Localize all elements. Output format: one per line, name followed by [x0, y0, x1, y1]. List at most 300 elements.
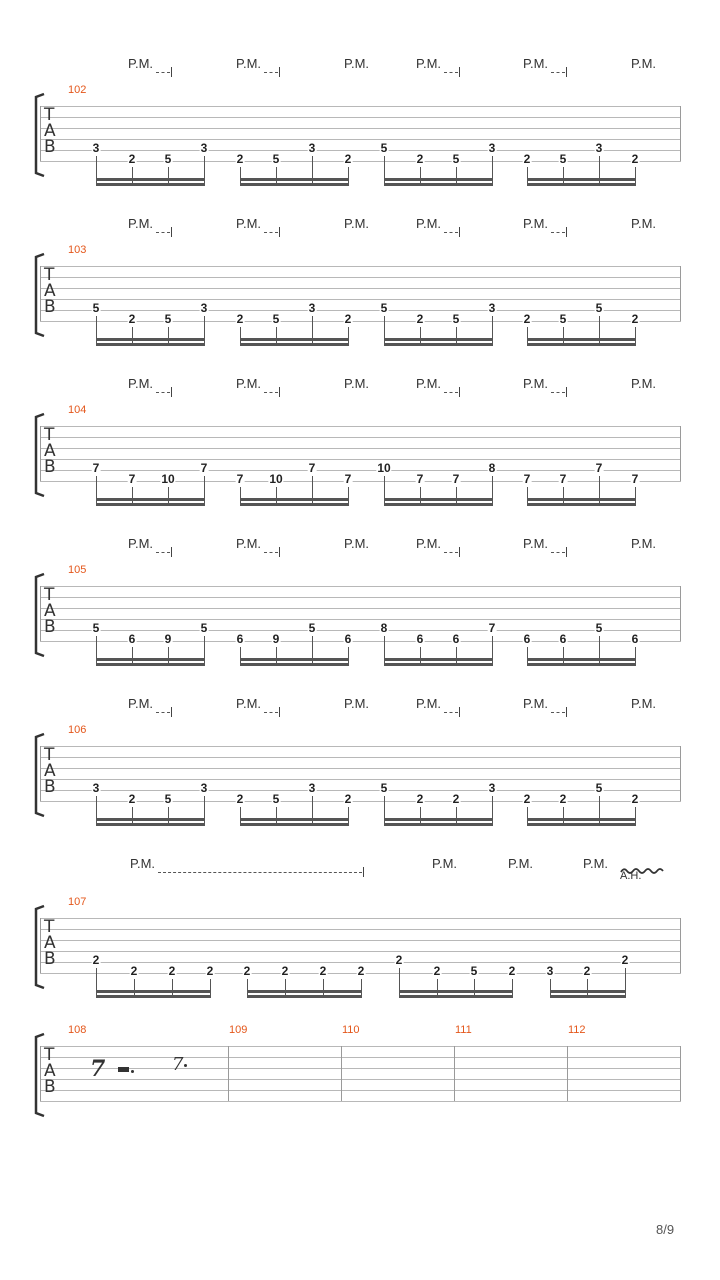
- palm-mute-label: P.M.: [416, 696, 442, 711]
- note-stem: [168, 167, 169, 184]
- fret-number: 2: [236, 312, 244, 326]
- fret-number: 2: [168, 964, 176, 978]
- palm-mute-label: P.M.: [523, 536, 549, 551]
- note-stem: [456, 807, 457, 824]
- note-stem: [240, 807, 241, 824]
- fret-number: 2: [357, 964, 365, 978]
- staff-line: [40, 768, 681, 769]
- note-stem: [635, 807, 636, 824]
- note-stem: [420, 327, 421, 344]
- staff-line: [40, 299, 681, 300]
- note-beam: [399, 990, 513, 993]
- fret-number: 7: [452, 472, 460, 486]
- note-stem: [168, 647, 169, 664]
- rest-dot: [131, 1070, 134, 1073]
- palm-mute-end: [566, 387, 567, 397]
- fret-number: 2: [344, 152, 352, 166]
- staff-line: [40, 106, 681, 107]
- tab-clef-letter-b: B: [44, 949, 56, 969]
- note-stem: [348, 327, 349, 344]
- fret-number: 2: [128, 312, 136, 326]
- tab-clef-letter-a: A: [44, 1061, 56, 1081]
- note-beam: [527, 823, 636, 826]
- note-beam: [240, 343, 349, 346]
- palm-mute-extension: [158, 872, 362, 873]
- note-beam: [550, 990, 626, 993]
- palm-mute-extension: [156, 392, 170, 393]
- palm-mute-label: P.M.: [631, 376, 657, 391]
- note-beam: [527, 503, 636, 506]
- note-stem: [132, 807, 133, 824]
- tab-clef-letter-t: T: [44, 585, 55, 605]
- note-stem: [276, 327, 277, 344]
- barline: [680, 746, 681, 801]
- palm-mute-end: [566, 707, 567, 717]
- note-beam: [96, 498, 205, 501]
- staff-line: [40, 1090, 681, 1091]
- note-stem: [240, 327, 241, 344]
- note-stem: [635, 167, 636, 184]
- fret-number: 6: [416, 632, 424, 646]
- fret-number: 5: [452, 152, 460, 166]
- note-beam: [247, 995, 362, 998]
- palm-mute-end: [171, 227, 172, 237]
- palm-mute-label: P.M.: [432, 856, 458, 871]
- staff-line: [40, 619, 681, 620]
- fret-number: 5: [452, 312, 460, 326]
- fret-number: 2: [523, 312, 531, 326]
- note-beam: [247, 990, 362, 993]
- tab-clef-letter-a: A: [44, 121, 56, 141]
- barline: [680, 918, 681, 973]
- note-stem: [285, 979, 286, 996]
- note-beam: [384, 183, 493, 186]
- staff-line: [40, 586, 681, 587]
- fret-number: 7: [236, 472, 244, 486]
- fret-number: 5: [559, 312, 567, 326]
- palm-mute-label: P.M.: [344, 536, 370, 551]
- note-beam: [384, 338, 493, 341]
- palm-mute-label: P.M.: [236, 696, 262, 711]
- fret-number: 2: [128, 152, 136, 166]
- staff-line: [40, 918, 681, 919]
- tab-clef-letter-a: A: [44, 933, 56, 953]
- note-stem: [348, 647, 349, 664]
- palm-mute-extension: [551, 712, 565, 713]
- fret-number: 8: [380, 621, 388, 635]
- palm-mute-label: P.M.: [344, 696, 370, 711]
- fret-number: 3: [200, 781, 208, 795]
- palm-mute-end: [459, 707, 460, 717]
- palm-mute-end: [279, 227, 280, 237]
- palm-mute-label: P.M.: [344, 56, 370, 71]
- palm-mute-label: P.M.: [236, 56, 262, 71]
- palm-mute-end: [566, 67, 567, 77]
- fret-number: 5: [272, 152, 280, 166]
- measure-number: 103: [68, 244, 87, 256]
- note-beam: [527, 818, 636, 821]
- fret-number: 7: [631, 472, 639, 486]
- fret-number: 2: [128, 792, 136, 806]
- fret-number: 2: [130, 964, 138, 978]
- system-start-line: [40, 918, 41, 973]
- staff-line: [40, 929, 681, 930]
- palm-mute-label: P.M.: [523, 696, 549, 711]
- fret-number: 2: [523, 792, 531, 806]
- palm-mute-label: P.M.: [523, 376, 549, 391]
- sixteenth-rest-icon: 7: [90, 1056, 106, 1082]
- fret-number: 2: [281, 964, 289, 978]
- palm-mute-end: [171, 67, 172, 77]
- note-stem: [563, 647, 564, 664]
- note-stem: [361, 979, 362, 996]
- staff-line: [40, 597, 681, 598]
- fret-number: 7: [488, 621, 496, 635]
- palm-mute-label: P.M.: [128, 216, 154, 231]
- note-stem: [420, 647, 421, 664]
- fret-number: 2: [395, 953, 403, 967]
- palm-mute-end: [566, 227, 567, 237]
- fret-number: 2: [559, 792, 567, 806]
- fret-number: 7: [595, 461, 603, 475]
- fret-number: 5: [380, 301, 388, 315]
- note-stem: [527, 327, 528, 344]
- fret-number: 7: [308, 461, 316, 475]
- fret-number: 7: [416, 472, 424, 486]
- tab-clef-letter-t: T: [44, 425, 55, 445]
- note-stem: [635, 647, 636, 664]
- note-stem: [276, 647, 277, 664]
- note-stem: [437, 979, 438, 996]
- staff-line: [40, 951, 681, 952]
- measure-number: 110: [342, 1024, 360, 1036]
- palm-mute-label: P.M.: [416, 56, 442, 71]
- palm-mute-label: P.M.: [130, 856, 156, 871]
- barline: [680, 426, 681, 481]
- staff-line: [40, 1057, 681, 1058]
- note-beam: [96, 990, 211, 993]
- palm-mute-extension: [444, 712, 458, 713]
- measure-number: 109: [229, 1024, 248, 1036]
- fret-number: 2: [92, 953, 100, 967]
- palm-mute-end: [459, 67, 460, 77]
- palm-mute-extension: [551, 72, 565, 73]
- fret-number: 7: [523, 472, 531, 486]
- fret-number: 5: [200, 621, 208, 635]
- palm-mute-label: P.M.: [416, 216, 442, 231]
- palm-mute-label: P.M.: [236, 216, 262, 231]
- note-beam: [96, 338, 205, 341]
- palm-mute-label: P.M.: [523, 216, 549, 231]
- palm-mute-end: [171, 707, 172, 717]
- note-stem: [132, 167, 133, 184]
- note-stem: [132, 487, 133, 504]
- fret-number: 6: [344, 632, 352, 646]
- note-beam: [384, 503, 493, 506]
- note-beam: [96, 818, 205, 821]
- note-stem: [168, 807, 169, 824]
- note-stem: [563, 807, 564, 824]
- fret-number: 5: [92, 621, 100, 635]
- note-stem: [276, 807, 277, 824]
- note-stem: [348, 487, 349, 504]
- note-beam: [550, 995, 626, 998]
- staff-line: [40, 1046, 681, 1047]
- note-beam: [384, 818, 493, 821]
- tab-clef-letter-t: T: [44, 745, 55, 765]
- palm-mute-end: [279, 547, 280, 557]
- palm-mute-end: [279, 707, 280, 717]
- staff-line: [40, 779, 681, 780]
- note-beam: [240, 823, 349, 826]
- fret-number: 3: [546, 964, 554, 978]
- note-stem: [348, 807, 349, 824]
- fret-number: 5: [272, 792, 280, 806]
- fret-number: 9: [164, 632, 172, 646]
- fret-number: 2: [631, 312, 639, 326]
- palm-mute-extension: [156, 72, 170, 73]
- measure-number: 107: [68, 896, 87, 908]
- fret-number: 7: [200, 461, 208, 475]
- artificial-harmonic-label: A.H.: [620, 870, 642, 882]
- fret-number: 3: [308, 781, 316, 795]
- page-number: 8/9: [656, 1222, 675, 1237]
- fret-number: 3: [488, 141, 496, 155]
- tab-clef-letter-t: T: [44, 105, 55, 125]
- note-stem: [210, 979, 211, 996]
- staff-line: [40, 630, 681, 631]
- palm-mute-end: [459, 547, 460, 557]
- fret-number: 2: [236, 152, 244, 166]
- fret-number: 3: [308, 141, 316, 155]
- note-beam: [527, 343, 636, 346]
- palm-mute-extension: [156, 712, 170, 713]
- note-stem: [456, 167, 457, 184]
- note-beam: [384, 658, 493, 661]
- eighth-rest-icon: 7: [172, 1054, 184, 1075]
- note-beam: [240, 183, 349, 186]
- note-beam: [527, 658, 636, 661]
- note-stem: [168, 487, 169, 504]
- fret-number: 5: [380, 781, 388, 795]
- fret-number: 5: [308, 621, 316, 635]
- note-stem: [527, 647, 528, 664]
- fret-number: 5: [164, 792, 172, 806]
- palm-mute-label: P.M.: [416, 376, 442, 391]
- fret-number: 3: [92, 141, 100, 155]
- note-stem: [172, 979, 173, 996]
- note-beam: [240, 178, 349, 181]
- staff-line: [40, 139, 681, 140]
- tab-clef-letter-b: B: [44, 777, 56, 797]
- half-rest-icon: [118, 1067, 129, 1072]
- staff-line: [40, 459, 681, 460]
- vibrato-icon: [620, 866, 666, 876]
- fret-number: 7: [344, 472, 352, 486]
- note-stem: [420, 167, 421, 184]
- measure-number: 102: [68, 84, 87, 96]
- tab-clef-letter-b: B: [44, 1077, 56, 1097]
- note-stem: [420, 807, 421, 824]
- palm-mute-label: P.M.: [631, 56, 657, 71]
- fret-number: 2: [416, 312, 424, 326]
- note-stem: [456, 327, 457, 344]
- fret-number: 2: [621, 953, 629, 967]
- note-stem: [550, 979, 551, 996]
- fret-number: 2: [631, 152, 639, 166]
- palm-mute-extension: [444, 392, 458, 393]
- tab-clef-letter-b: B: [44, 297, 56, 317]
- note-beam: [527, 338, 636, 341]
- barline: [680, 1046, 681, 1101]
- palm-mute-label: P.M.: [128, 56, 154, 71]
- note-beam: [384, 178, 493, 181]
- staff-line: [40, 940, 681, 941]
- palm-mute-extension: [551, 392, 565, 393]
- palm-mute-extension: [551, 232, 565, 233]
- fret-number: 5: [595, 621, 603, 635]
- palm-mute-end: [459, 227, 460, 237]
- system-start-line: [40, 1046, 41, 1101]
- tab-clef-letter-t: T: [44, 265, 55, 285]
- note-beam: [96, 503, 205, 506]
- fret-number: 6: [452, 632, 460, 646]
- palm-mute-label: P.M.: [583, 856, 609, 871]
- note-stem: [527, 487, 528, 504]
- note-stem: [168, 327, 169, 344]
- staff-line: [40, 266, 681, 267]
- palm-mute-extension: [264, 712, 278, 713]
- note-beam: [96, 663, 205, 666]
- note-beam: [96, 658, 205, 661]
- tab-clef-letter-a: A: [44, 281, 56, 301]
- fret-number: 3: [308, 301, 316, 315]
- fret-number: 3: [488, 301, 496, 315]
- staff-line: [40, 608, 681, 609]
- fret-number: 6: [128, 632, 136, 646]
- note-beam: [240, 658, 349, 661]
- barline: [680, 586, 681, 641]
- note-stem: [247, 979, 248, 996]
- fret-number: 5: [470, 964, 478, 978]
- staff-line: [40, 310, 681, 311]
- note-stem: [563, 487, 564, 504]
- fret-number: 6: [236, 632, 244, 646]
- measure-number: 111: [455, 1024, 472, 1036]
- note-beam: [384, 823, 493, 826]
- palm-mute-end: [363, 867, 364, 877]
- measure-number: 112: [568, 1024, 586, 1036]
- note-beam: [384, 663, 493, 666]
- fret-number: 2: [416, 152, 424, 166]
- palm-mute-label: P.M.: [128, 376, 154, 391]
- note-stem: [456, 647, 457, 664]
- palm-mute-label: P.M.: [416, 536, 442, 551]
- tab-clef-letter-a: A: [44, 441, 56, 461]
- fret-number: 3: [92, 781, 100, 795]
- fret-number: 2: [452, 792, 460, 806]
- system-start-line: [40, 426, 41, 481]
- fret-number: 2: [508, 964, 516, 978]
- fret-number: 3: [200, 301, 208, 315]
- note-stem: [563, 327, 564, 344]
- staff-line: [40, 470, 681, 471]
- tab-clef-letter-b: B: [44, 617, 56, 637]
- palm-mute-label: P.M.: [128, 536, 154, 551]
- note-beam: [240, 503, 349, 506]
- fret-number: 2: [236, 792, 244, 806]
- staff-line: [40, 962, 681, 963]
- note-beam: [96, 183, 205, 186]
- rest-dot: [184, 1064, 187, 1067]
- note-stem: [348, 167, 349, 184]
- fret-number: 2: [433, 964, 441, 978]
- note-stem: [276, 167, 277, 184]
- fret-number: 2: [344, 792, 352, 806]
- barline: [454, 1046, 455, 1101]
- note-stem: [420, 487, 421, 504]
- note-beam: [527, 498, 636, 501]
- note-stem: [240, 487, 241, 504]
- note-beam: [240, 818, 349, 821]
- fret-number: 2: [583, 964, 591, 978]
- note-stem: [527, 807, 528, 824]
- fret-number: 9: [272, 632, 280, 646]
- palm-mute-end: [459, 387, 460, 397]
- palm-mute-label: P.M.: [344, 376, 370, 391]
- fret-number: 7: [559, 472, 567, 486]
- fret-number: 3: [200, 141, 208, 155]
- staff-line: [40, 426, 681, 427]
- note-stem: [323, 979, 324, 996]
- fret-number: 2: [206, 964, 214, 978]
- note-stem: [635, 327, 636, 344]
- note-beam: [96, 823, 205, 826]
- fret-number: 5: [164, 152, 172, 166]
- tab-clef-letter-a: A: [44, 601, 56, 621]
- fret-number: 3: [488, 781, 496, 795]
- measure-number: 108: [68, 1024, 87, 1036]
- palm-mute-label: P.M.: [508, 856, 534, 871]
- fret-number: 2: [523, 152, 531, 166]
- note-beam: [96, 995, 211, 998]
- fret-number: 5: [164, 312, 172, 326]
- note-beam: [399, 995, 513, 998]
- fret-number: 6: [631, 632, 639, 646]
- note-stem: [276, 487, 277, 504]
- note-stem: [512, 979, 513, 996]
- note-stem: [635, 487, 636, 504]
- fret-number: 7: [92, 461, 100, 475]
- note-stem: [527, 167, 528, 184]
- staff-line: [40, 1068, 681, 1069]
- note-stem: [240, 647, 241, 664]
- fret-number: 6: [559, 632, 567, 646]
- palm-mute-end: [171, 387, 172, 397]
- palm-mute-extension: [551, 552, 565, 553]
- staff-line: [40, 117, 681, 118]
- fret-number: 2: [319, 964, 327, 978]
- staff-line: [40, 757, 681, 758]
- note-beam: [384, 498, 493, 501]
- palm-mute-extension: [264, 72, 278, 73]
- staff-line: [40, 437, 681, 438]
- staff-line: [40, 150, 681, 151]
- fret-number: 5: [272, 312, 280, 326]
- palm-mute-extension: [264, 392, 278, 393]
- staff-line: [40, 746, 681, 747]
- palm-mute-label: P.M.: [523, 56, 549, 71]
